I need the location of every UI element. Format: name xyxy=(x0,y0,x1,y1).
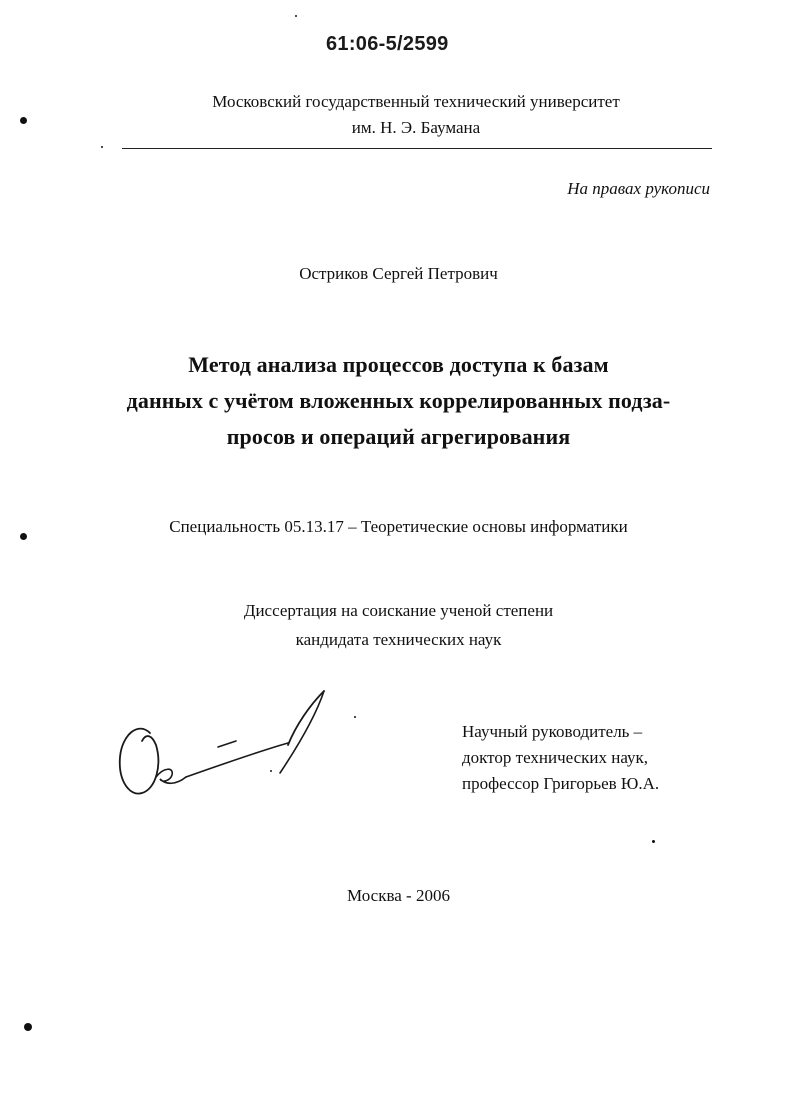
institution-line-2: им. Н. Э. Баумана xyxy=(351,118,481,137)
manuscript-note: На правах рукописи xyxy=(567,179,710,198)
dissertation-title-line-2: данных с учётом вложенных коррелированных подза- xyxy=(126,388,671,413)
city-year: Москва - 2006 xyxy=(347,886,450,905)
punch-mark xyxy=(20,533,27,540)
dissertation-title-line-3: просов и операций агрегирования xyxy=(226,424,571,449)
supervisor-line-3: профессор Григорьев Ю.А. xyxy=(462,774,660,793)
scan-speck xyxy=(652,840,655,843)
archive-stamp: 61:06-5/2599 xyxy=(326,33,449,55)
header-divider xyxy=(122,148,712,149)
scan-speck xyxy=(101,146,103,148)
punch-mark xyxy=(24,1023,32,1031)
signature-image xyxy=(110,685,340,805)
specialty: Специальность 05.13.17 – Теоретические основы информатики xyxy=(169,517,628,536)
scan-speck xyxy=(295,15,297,17)
supervisor-line-1: Научный руководитель – xyxy=(462,722,643,741)
degree-line-1: Диссертация на соискание ученой степени xyxy=(243,601,554,620)
supervisor-line-2: доктор технических наук, xyxy=(462,748,649,767)
punch-mark xyxy=(20,117,27,124)
dissertation-title-line-1: Метод анализа процессов доступа к базам xyxy=(188,352,609,377)
author-name: Остриков Сергей Петрович xyxy=(299,264,498,283)
institution-line-1: Московский государственный технический университет xyxy=(212,92,620,111)
scan-speck xyxy=(354,716,356,718)
degree-line-2: кандидата технических наук xyxy=(295,630,502,649)
